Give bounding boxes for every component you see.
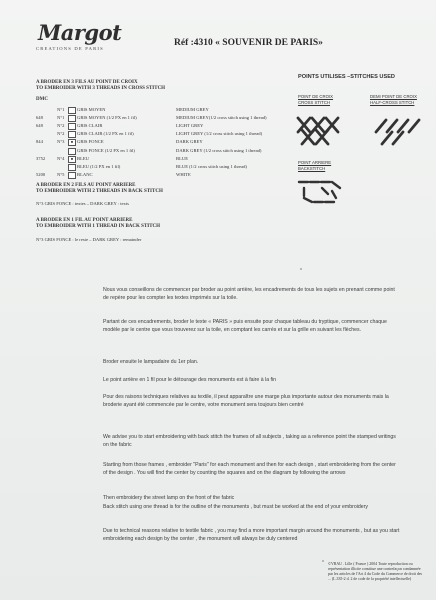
section1-header bbox=[36, 80, 165, 93]
thread-symbol bbox=[68, 172, 76, 179]
thread-name-en: MEDIUM GREY(1/2 cross stitch using 1 thread) bbox=[176, 115, 267, 121]
scan-speck bbox=[322, 560, 324, 562]
thread-code: 5200 bbox=[36, 171, 46, 177]
thread-symbol bbox=[68, 115, 76, 122]
cross-stitch-label-fr: POINT DE CROIX bbox=[298, 94, 334, 99]
section2-header bbox=[36, 183, 163, 196]
section2-title-en: TO EMBROIDER WITH 2 THREADS IN BACK STITCH bbox=[36, 189, 163, 195]
backstitch-diagram bbox=[296, 176, 344, 204]
section3-header bbox=[36, 218, 160, 231]
dmc-label: DMC bbox=[36, 97, 48, 102]
cross-stitch-label-en: CROSS STITCH bbox=[298, 99, 330, 105]
thread-number: N°1 bbox=[57, 115, 65, 121]
thread-symbol bbox=[68, 148, 76, 155]
thread-number: N°5 bbox=[57, 171, 65, 177]
instruction-en-5: Due to technical reasons relative to textile fabric , you may find a more important margin around the monuments , but as you start embroidering each design by the center , the monument will always be duly centered bbox=[103, 528, 400, 543]
scan-speck bbox=[300, 268, 302, 270]
instruction-fr-2: Partant de ces encadrements, broder le texte « PARIS » puis ensuite pour chaque tableau du tryptique, commencer chaque modèle par le centre que vous trouverez sur la toile, en comptant les carrés et sur la grille en suivant les flèches. bbox=[103, 319, 387, 334]
half-cross-label-fr: DEMI POINT DE CROIX bbox=[370, 94, 417, 99]
backstitch-label-fr: POINT ARRIERE bbox=[298, 160, 332, 165]
instruction-en-1: We advise you to start embroidering with back stitch the frames of all subjects , taking as a reference point the stamped writings on the fabric bbox=[103, 434, 396, 449]
thread-symbol bbox=[68, 107, 76, 114]
instruction-en-3: Then embroidery the street lamp on the front of the fabric bbox=[103, 495, 235, 501]
instruction-en-2: Starting from those frames , embroider "Paris" for each monument and then for each design , start embroidering from the center of the design . You will find the center by counting the squares and on the diagram by following the arrows bbox=[103, 462, 396, 477]
thread-name-en: LIGHT GREY (1/2 cross stitch using 1 thread) bbox=[176, 131, 263, 137]
copyright-notice: ©VRAU . Lille ( France ) 2004 Toute reproduction ou représentation illicite constitue une contrefaçon condamnée par les articles de l'Art 4 du Code du Commerce de droit des ... (L.335-2 d. 2 de code de la propriété intellectuelle) bbox=[328, 562, 423, 581]
instruction-fr-3: Broder ensuite le lampadaire du 1er plan. bbox=[103, 359, 199, 365]
stitches-title: POINTS UTILISES –STITCHES USED bbox=[298, 74, 395, 80]
thread-code: 648 bbox=[36, 123, 43, 129]
thread-number: N°2 bbox=[57, 131, 65, 137]
thread-number: N°2 bbox=[57, 123, 65, 129]
cross-stitch-diagram bbox=[298, 118, 338, 144]
thread-name-fr: GRIS MOYEN bbox=[77, 107, 106, 112]
thread-code: 648 bbox=[36, 115, 43, 121]
thread-name-en: BLUE (1/2 cross stitch using 1 thread) bbox=[176, 163, 247, 169]
section3-title-fr: A BRODER EN 1 FIL AU POINT ARRIERE bbox=[36, 218, 133, 223]
instruction-en-4: Back stitch using one thread is for the outline of the monuments , but must be worked at the end of your embroidery bbox=[103, 504, 368, 510]
thread-name-fr: GRIS CLAIR bbox=[77, 123, 103, 129]
thread-code: 844 bbox=[36, 139, 43, 145]
backstitch-label-en: BACKSTITCH bbox=[298, 165, 326, 171]
instruction-fr-4: Le point arrière en 1 fil pour le détourage des monuments est à faire à la fin bbox=[103, 377, 277, 383]
thread-name-fr: BLEU bbox=[77, 155, 89, 161]
reference-title: Réf :4310 « SOUVENIR DE PARIS» bbox=[174, 38, 323, 48]
brand-logo: Margot bbox=[38, 20, 122, 45]
section1-title-fr: A BRODER EN 3 FILS AU POINT DE CROIX bbox=[36, 80, 138, 85]
thread-name-en: DARK GREY (1/2 cross stitch using 1 thread) bbox=[176, 147, 262, 153]
section2-note: N°3 GRIS FONCE : textes – DARK GREY : texts bbox=[36, 201, 129, 206]
thread-name-en: DARK GREY bbox=[176, 139, 203, 145]
instruction-fr-5: Pour des raisons techniques relatives au textile, il peut apparaître une marge plus importante autour des monuments mais la broderie ayant été commencée par le centre, votre monument sera toujours bien centré bbox=[103, 394, 389, 409]
half-cross-label-en: HALF-CROSS STITCH bbox=[370, 99, 415, 105]
thread-name-fr: GRIS CLAIR (1/2 PX en 1 fil) bbox=[77, 131, 134, 137]
stitch-diagrams bbox=[294, 110, 430, 152]
thread-name-fr: BLEU (1/2 PX en 1 fil) bbox=[77, 163, 121, 169]
thread-number: N°3 bbox=[57, 139, 65, 145]
thread-name-fr: BLANC bbox=[77, 171, 93, 177]
brand-tagline: CREATIONS DE PARIS bbox=[36, 46, 104, 51]
section2-title-fr: A BRODER EN 2 FILS AU POINT ARRIERE bbox=[36, 183, 136, 188]
thread-code: 3752 bbox=[36, 155, 46, 161]
section3-note: N°3 GRIS FONCE : le reste – DARK GREY : remainder bbox=[36, 237, 142, 242]
instruction-fr-1: Nous vous conseillons de commencer par broder au point arrière, les encadrements de tous les sujets en prenant comme point de repère pour les compter les textes imprimés sur la toile. bbox=[103, 287, 395, 302]
section3-title-en: TO EMBROIDER WITH 1 THREAD IN BACK STITCH bbox=[36, 224, 161, 230]
backstitch-label bbox=[298, 160, 331, 171]
thread-number: N°4 bbox=[57, 155, 65, 161]
thread-name-en: BLUE bbox=[176, 155, 188, 161]
section1-title-en: TO EMBROIDER WITH 3 THREADS IN CROSS STITCH bbox=[36, 86, 166, 92]
thread-number: N°1 bbox=[57, 107, 65, 112]
thread-symbol bbox=[68, 164, 76, 171]
thread-name-en: MEDIUM GREY bbox=[176, 107, 209, 112]
half-cross-label bbox=[370, 94, 417, 105]
thread-name-fr: GRIS FONCE (1/2 PX en 1 fil) bbox=[77, 147, 135, 153]
thread-name-en: WHITE bbox=[176, 171, 191, 177]
half-cross-diagram bbox=[376, 120, 419, 144]
thread-symbol: ■ bbox=[68, 139, 76, 146]
thread-symbol bbox=[68, 123, 76, 130]
thread-name-fr: GRIS MOYEN (1/2 PX en 1 fil) bbox=[77, 115, 137, 121]
thread-symbol: ■ bbox=[68, 156, 76, 163]
thread-name-fr: GRIS FONCE bbox=[77, 139, 104, 145]
thread-name-en: LIGHT GREY bbox=[176, 123, 204, 129]
cross-stitch-label bbox=[298, 94, 333, 105]
thread-symbol bbox=[68, 131, 76, 138]
